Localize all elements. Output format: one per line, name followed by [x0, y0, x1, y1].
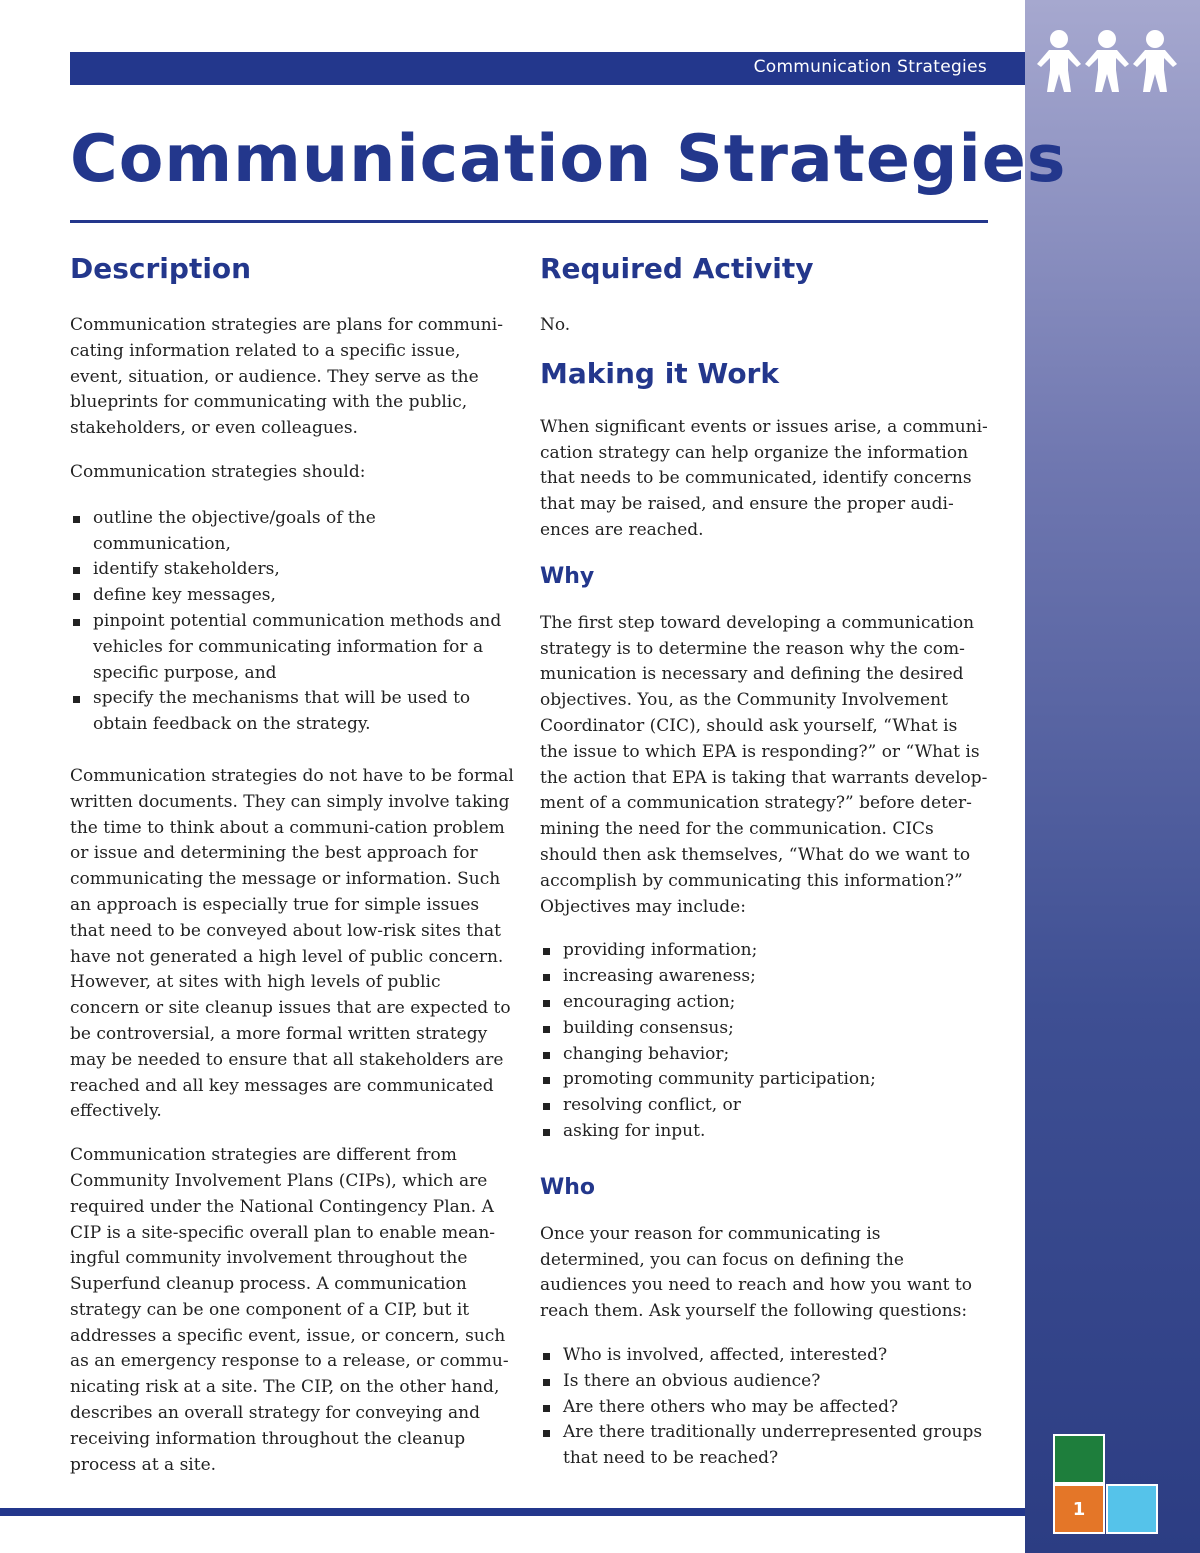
person-icon — [1133, 30, 1177, 92]
list-item: changing behavior; — [540, 1042, 990, 1068]
decorative-square-blue — [1106, 1484, 1158, 1534]
footer-bar — [0, 1508, 1025, 1516]
page-title: Communication Strategies — [70, 122, 1067, 197]
required-activity-text: No. — [540, 315, 571, 335]
list-item: specify the mechanisms that will be used to obtain feedback on the strategy. — [70, 686, 515, 738]
list-item: define key messages, — [70, 583, 515, 609]
description-paragraph: Communication strategies do not have to be formal written documents. They can simply involve taking the time to think about a communi-cation problem or issue and determining the best approach for communicating the message or information. Such an approach is especially true for simple issues that need to be conveyed about low-risk sites that have not generated a high level of public concern. However, at sites with high levels of public concern or site cleanup issues that are expected to be controversial, a more formal written strategy may be needed to ensure that all stakeholders are reached and all key messages are communicated effectively. — [70, 765, 514, 1122]
title-divider — [70, 220, 988, 223]
making-it-work-text: When significant events or issues arise, a communi-cation strategy can help organize the information that needs to be communicated, identify concerns that may be raised, and ensure the proper audi-ences are reached. — [540, 416, 988, 540]
list-item: building consensus; — [540, 1016, 990, 1042]
list-item: pinpoint potential communication methods and vehicles for communicating information for a specific purpose, and — [70, 609, 515, 686]
page-number: 1 — [1053, 1484, 1105, 1534]
list-item: increasing awareness; — [540, 964, 990, 990]
required-activity-heading: Required Activity — [540, 252, 814, 285]
list-item: Who is involved, affected, interested? — [540, 1343, 990, 1369]
list-item: promoting community participation; — [540, 1067, 990, 1093]
right-column — [540, 252, 990, 1472]
people-logo-icon — [1035, 28, 1180, 94]
list-item: Is there an obvious audience? — [540, 1369, 990, 1395]
decorative-square-green — [1053, 1434, 1105, 1484]
questions-list — [540, 1343, 990, 1472]
left-column — [70, 252, 515, 1478]
header-section-label: Communication Strategies — [753, 57, 987, 77]
person-icon — [1037, 30, 1081, 92]
strategy-list — [70, 506, 515, 738]
list-item: providing information; — [540, 938, 990, 964]
list-item: identify stakeholders, — [70, 557, 515, 583]
list-item: Are there others who may be affected? — [540, 1395, 990, 1421]
who-heading: Who — [540, 1174, 596, 1200]
sidebar-gradient — [1025, 0, 1200, 1553]
list-item: Are there traditionally underrepresented groups that need to be reached? — [540, 1420, 990, 1472]
list-item: encouraging action; — [540, 990, 990, 1016]
making-it-work-heading: Making it Work — [540, 356, 779, 390]
description-paragraph: Communication strategies are different from Community Involvement Plans (CIPs), which are required under the National Contingency Plan. A CIP is a site-specific overall plan to enable mean-ingful community involvement throughout the Superfund cleanup process. A communication strategy can be one component of a CIP, but it addresses a specific event, issue, or concern, such as an emergency response to a release, or commu-nicating risk at a site. The CIP, on the other hand, describes an overall strategy for conveying and receiving information throughout the cleanup process at a site. — [70, 1145, 509, 1475]
description-intro: Communication strategies should: — [70, 461, 366, 482]
list-item: asking for input. — [540, 1119, 990, 1145]
header-bar — [70, 52, 1025, 85]
who-text: Once your reason for communicating is determined, you can focus on defining the audiences you need to reach and how you want to reach them. Ask yourself the following questions: — [540, 1223, 972, 1322]
description-paragraph: Communication strategies are plans for communi-cating information related to a specific issue, event, situation, or audience. They serve as the blueprints for communicating with the public, stakeholders, or even colleagues. — [70, 315, 503, 439]
why-heading: Why — [540, 563, 595, 589]
why-text: The first step toward developing a communication strategy is to determine the reason why the com-munication is necessary and defining the desired objectives. You, as the Community Involvement Coordinator (CIC), should ask yourself, “What is the issue to which EPA is responding?” or “What is the action that EPA is taking that warrants develop-ment of a communication strategy?” before deter-mining the need for the communication. CICs should then ask themselves, “What do we want to accomplish by communicating this information?” Objectives may include: — [540, 612, 988, 917]
description-heading: Description — [70, 252, 252, 285]
person-icon — [1085, 30, 1129, 92]
objectives-list — [540, 938, 990, 1144]
list-item: resolving conflict, or — [540, 1093, 990, 1119]
list-item: outline the objective/goals of the communication, — [70, 506, 515, 558]
